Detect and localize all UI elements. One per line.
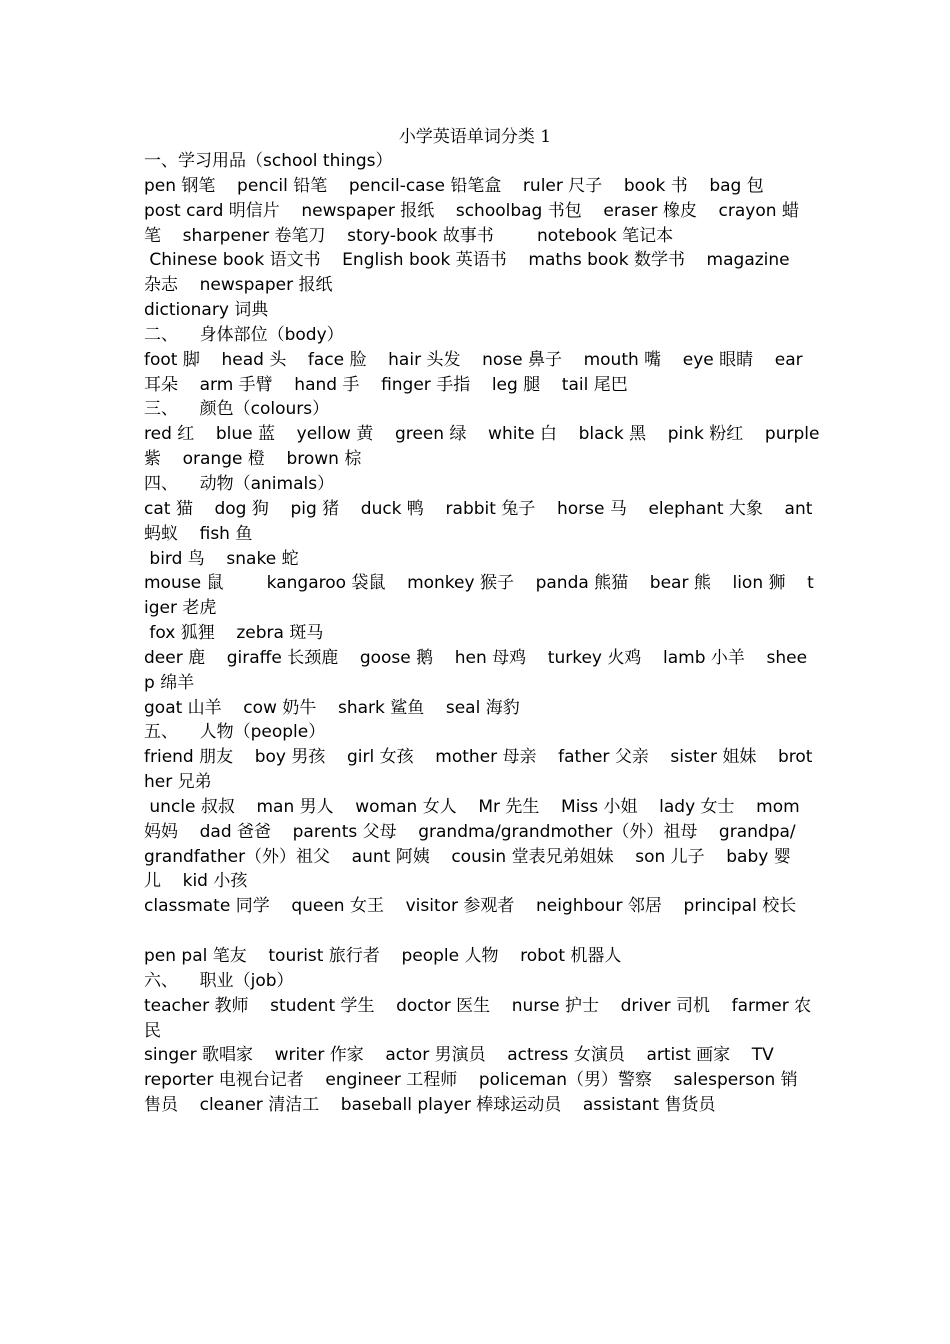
text-line: 售员 cleaner 清洁工 baseball player 棒球运动员 assistant 售货员 [144, 1095, 716, 1116]
text-line: reporter 电视台记者 engineer 工程师 policeman（男）警察 salesperson 销 [144, 1070, 798, 1091]
text-line: deer 鹿 giraffe 长颈鹿 goose 鹅 hen 母鸡 turkey 火鸡 lamb 小羊 shee [144, 647, 808, 668]
text-line: 六、 职业（job） [144, 970, 294, 991]
text-line: her 兄弟 [144, 772, 212, 793]
text-line: pen pal 笔友 tourist 旅行者 people 人物 robot 机器人 [144, 946, 622, 966]
text-line: dictionary 词典 [144, 300, 269, 321]
text-line: singer 歌唱家 writer 作家 actor 男演员 actress 女演员 artist 画家 TV [144, 1045, 774, 1066]
text-line: cat 猫 dog 狗 pig 猪 duck 鸭 rabbit 兔子 horse 马 elephant 大象 ant [144, 498, 813, 519]
text-line: 三、 颜色（colours） [144, 399, 330, 420]
text-line: fox 狐狸 zebra 斑马 [144, 623, 324, 644]
text-line: pen 钢笔 pencil 铅笔 pencil-case 铅笔盒 ruler 尺子 book 书 bag 包 [144, 175, 764, 196]
text-line: 儿 kid 小孩 [144, 871, 248, 892]
text-line: uncle 叔叔 man 男人 woman 女人 Mr 先生 Miss 小姐 lady 女士 mom [144, 796, 800, 817]
text-line: 二、 身体部位（body） [144, 324, 344, 345]
text-line: 杂志 newspaper 报纸 [144, 275, 333, 296]
text-line: grandfather（外）祖父 aunt 阿姨 cousin 堂表兄弟姐妹 son 儿子 baby 婴 [144, 846, 791, 867]
text-line: 耳朵 arm 手臂 hand 手 finger 手指 leg 腿 tail 尾巴 [144, 374, 628, 395]
text-line: 一、学习用品（school things） [144, 151, 393, 171]
text-line: 四、 动物（animals） [144, 473, 335, 494]
document-body [144, 149, 824, 1118]
text-line: 民 [144, 1020, 161, 1041]
text-line: mouse 鼠 kangaroo 袋鼠 monkey 猴子 panda 熊猫 bear 熊 lion 狮 t [144, 573, 814, 594]
text-line: teacher 教师 student 学生 doctor 医生 nurse 护士 driver 司机 farmer 农 [144, 995, 812, 1016]
text-line: iger 老虎 [144, 598, 217, 619]
text-line: classmate 同学 queen 女王 visitor 参观者 neighbour 邻居 principal 校长 [144, 896, 797, 917]
text-line: friend 朋友 boy 男孩 girl 女孩 mother 母亲 father 父亲 sister 姐妹 brot [144, 747, 813, 768]
text-line: foot 脚 head 头 face 脸 hair 头发 nose 鼻子 mouth 嘴 eye 眼睛 ear [144, 349, 803, 370]
text-line: 蚂蚁 fish 鱼 [144, 523, 253, 544]
text-line: 妈妈 dad 爸爸 parents 父母 grandma/grandmother（外）祖母 grandpa/ [144, 821, 796, 842]
text-line: red 红 blue 蓝 yellow 黄 green 绿 white 白 black 黑 pink 粉红 purple [144, 424, 820, 445]
document-title: 小学英语单词分类 1 [398, 127, 552, 147]
text-line: Chinese book 语文书 English book 英语书 maths book 数学书 magazine [144, 250, 790, 271]
text-line: 五、 人物（people） [144, 722, 326, 743]
text-line: post card 明信片 newspaper 报纸 schoolbag 书包 eraser 橡皮 crayon 蜡 [144, 200, 799, 221]
text-line: goat 山羊 cow 奶牛 shark 鲨鱼 seal 海豹 [144, 697, 520, 718]
text-line: 紫 orange 橙 brown 棕 [144, 449, 362, 470]
text-line: p 绵羊 [144, 672, 195, 693]
text-line [144, 919, 824, 944]
text-line: bird 鸟 snake 蛇 [144, 548, 299, 569]
text-line: 笔 sharpener 卷笔刀 story-book 故事书 notebook 笔记本 [144, 225, 674, 246]
